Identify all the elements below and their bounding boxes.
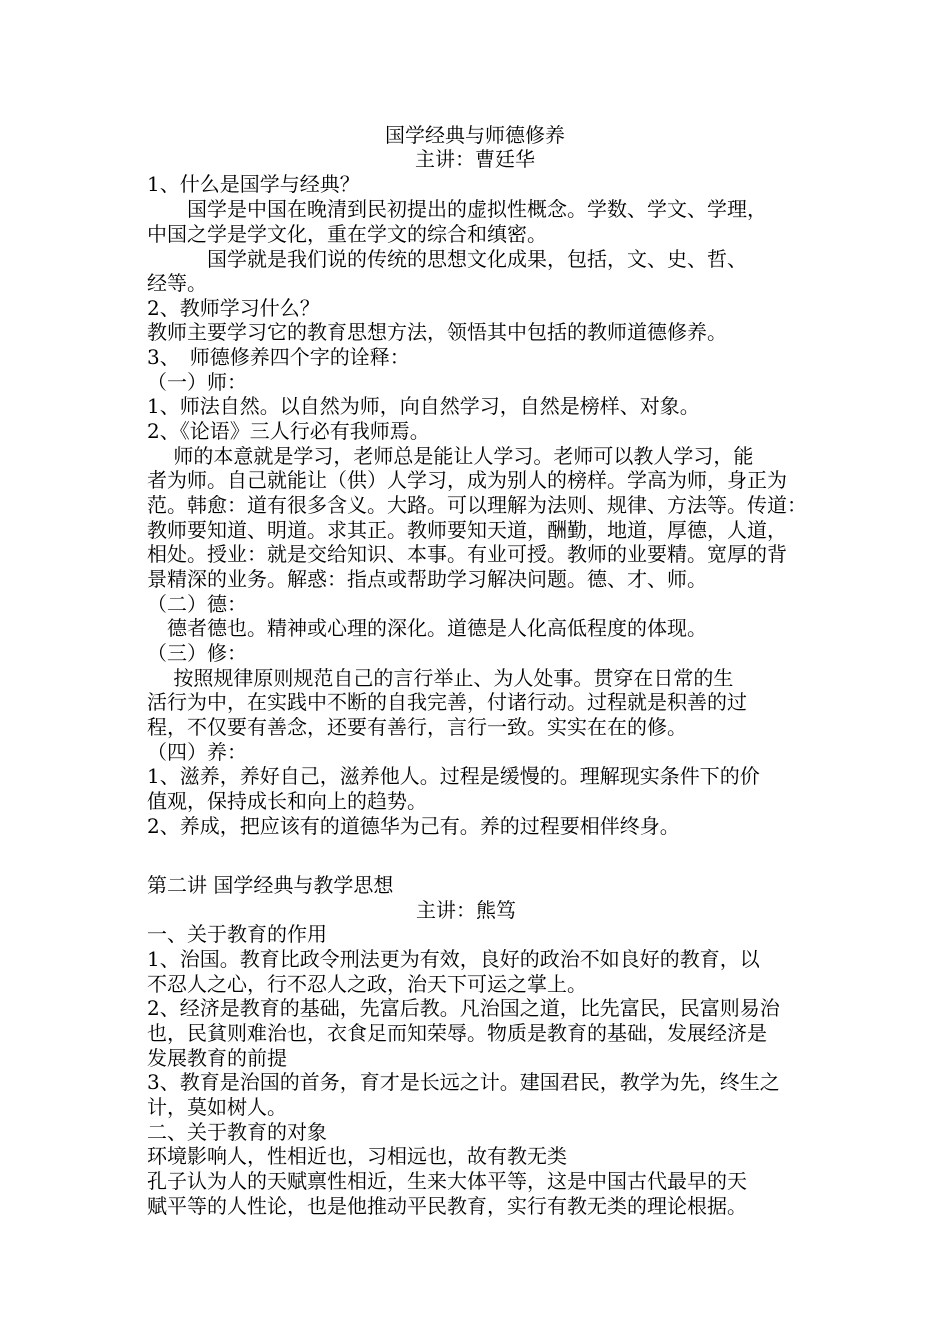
lecture2-speaker: 主讲：熊笃	[416, 898, 516, 922]
text-line: 教师要知道、明道。求其正。教师要知天道，酬勤，地道，厚德，人道，	[147, 518, 787, 542]
text-line: 德者德也。精神或心理的深化。道德是人化高低程度的体现。	[147, 616, 707, 640]
text-line: 2、经济是教育的基础，先富后教。凡治国之道，比先富民，民富则易治	[147, 996, 780, 1020]
text-line: 3、教育是治国的首务，育才是长远之计。建国君民，教学为先，终生之	[147, 1070, 780, 1094]
text-line: 程，不仅要有善念，还要有善行，言行一致。实实在在的修。	[147, 715, 687, 739]
text-line: 2、教师学习什么？	[147, 296, 320, 320]
text-line: 相处。授业：就是交给知识、本事。有业可授。教师的业要精。宽厚的背	[147, 542, 787, 566]
lecture1-speaker: 主讲：曹廷华	[415, 147, 535, 171]
text-line: 1、滋养，养好自己，滋养他人。过程是缓慢的。理解现实条件下的价	[147, 764, 760, 788]
text-line: 值观，保持成长和向上的趋势。	[147, 789, 427, 813]
text-line: 计，莫如树人。	[147, 1095, 287, 1119]
text-line: 3、 师德修养四个字的诠释：	[147, 345, 410, 369]
lecture2-title: 第二讲 国学经典与教学思想	[147, 873, 394, 897]
text-line: 环境影响人，性相近也，习相远也，故有教无类	[147, 1144, 567, 1168]
text-line: 1、师法自然。以自然为师，向自然学习，自然是榜样、对象。	[147, 394, 700, 418]
text-line: 按照规律原则规范自己的言行举止、为人处事。贯穿在日常的生	[147, 666, 734, 690]
text-line: （一）师：	[147, 370, 247, 394]
text-line: 2、养成，把应该有的道德华为己有。养的过程要相伴终身。	[147, 814, 680, 838]
text-line: 不忍人之心，行不忍人之政，治天下可运之掌上。	[147, 972, 587, 996]
text-line: 发展教育的前提	[147, 1046, 287, 1070]
text-line: 也，民貧则难治也，衣食足而知荣辱。物质是教育的基础，发展经济是	[147, 1021, 767, 1045]
text-line: 者为师。自己就能让（供）人学习，成为别人的榜样。学高为师，身正为	[147, 468, 787, 492]
text-line: （二）德：	[147, 592, 247, 616]
text-line: 经等。	[147, 271, 207, 295]
text-line: 赋平等的人性论，也是他推动平民教育，实行有教无类的理论根据。	[147, 1194, 747, 1218]
text-line: 教师主要学习它的教育思想方法，领悟其中包括的教师道德修养。	[147, 320, 727, 344]
text-line: 师的本意就是学习，老师总是能让人学习。老师可以教人学习，能	[147, 444, 754, 468]
text-line: 1、治国。教育比政令刑法更为有效，良好的政治不如良好的教育，以	[147, 947, 760, 971]
text-line: 国学是中国在晚清到民初提出的虚拟性概念。学数、学文、学理，	[147, 197, 767, 221]
text-line: （三）修：	[147, 641, 247, 665]
text-line: 中国之学是学文化，重在学文的综合和缜密。	[147, 222, 547, 246]
text-line: 二、关于教育的对象	[147, 1120, 327, 1144]
text-line: 活行为中，在实践中不断的自我完善，付诸行动。过程就是积善的过	[147, 690, 747, 714]
text-line: （四）养：	[147, 740, 247, 764]
text-line: 范。韩愈：道有很多含义。大路。可以理解为法则、规律、方法等。传道：	[147, 493, 807, 517]
text-line: 景精深的业务。解惑：指点或帮助学习解决问题。德、才、师。	[147, 567, 707, 591]
lecture1-title: 国学经典与师德修养	[385, 123, 565, 147]
text-line: 1、什么是国学与经典？	[147, 172, 360, 196]
text-line: 一、关于教育的作用	[147, 922, 327, 946]
text-line: 孔子认为人的天赋禀性相近，生来大体平等，这是中国古代最早的天	[147, 1169, 747, 1193]
text-line: 2、《论语》三人行必有我师焉。	[147, 419, 430, 443]
text-line: 国学就是我们说的传统的思想文化成果，包括，文、史、哲、	[147, 247, 747, 271]
